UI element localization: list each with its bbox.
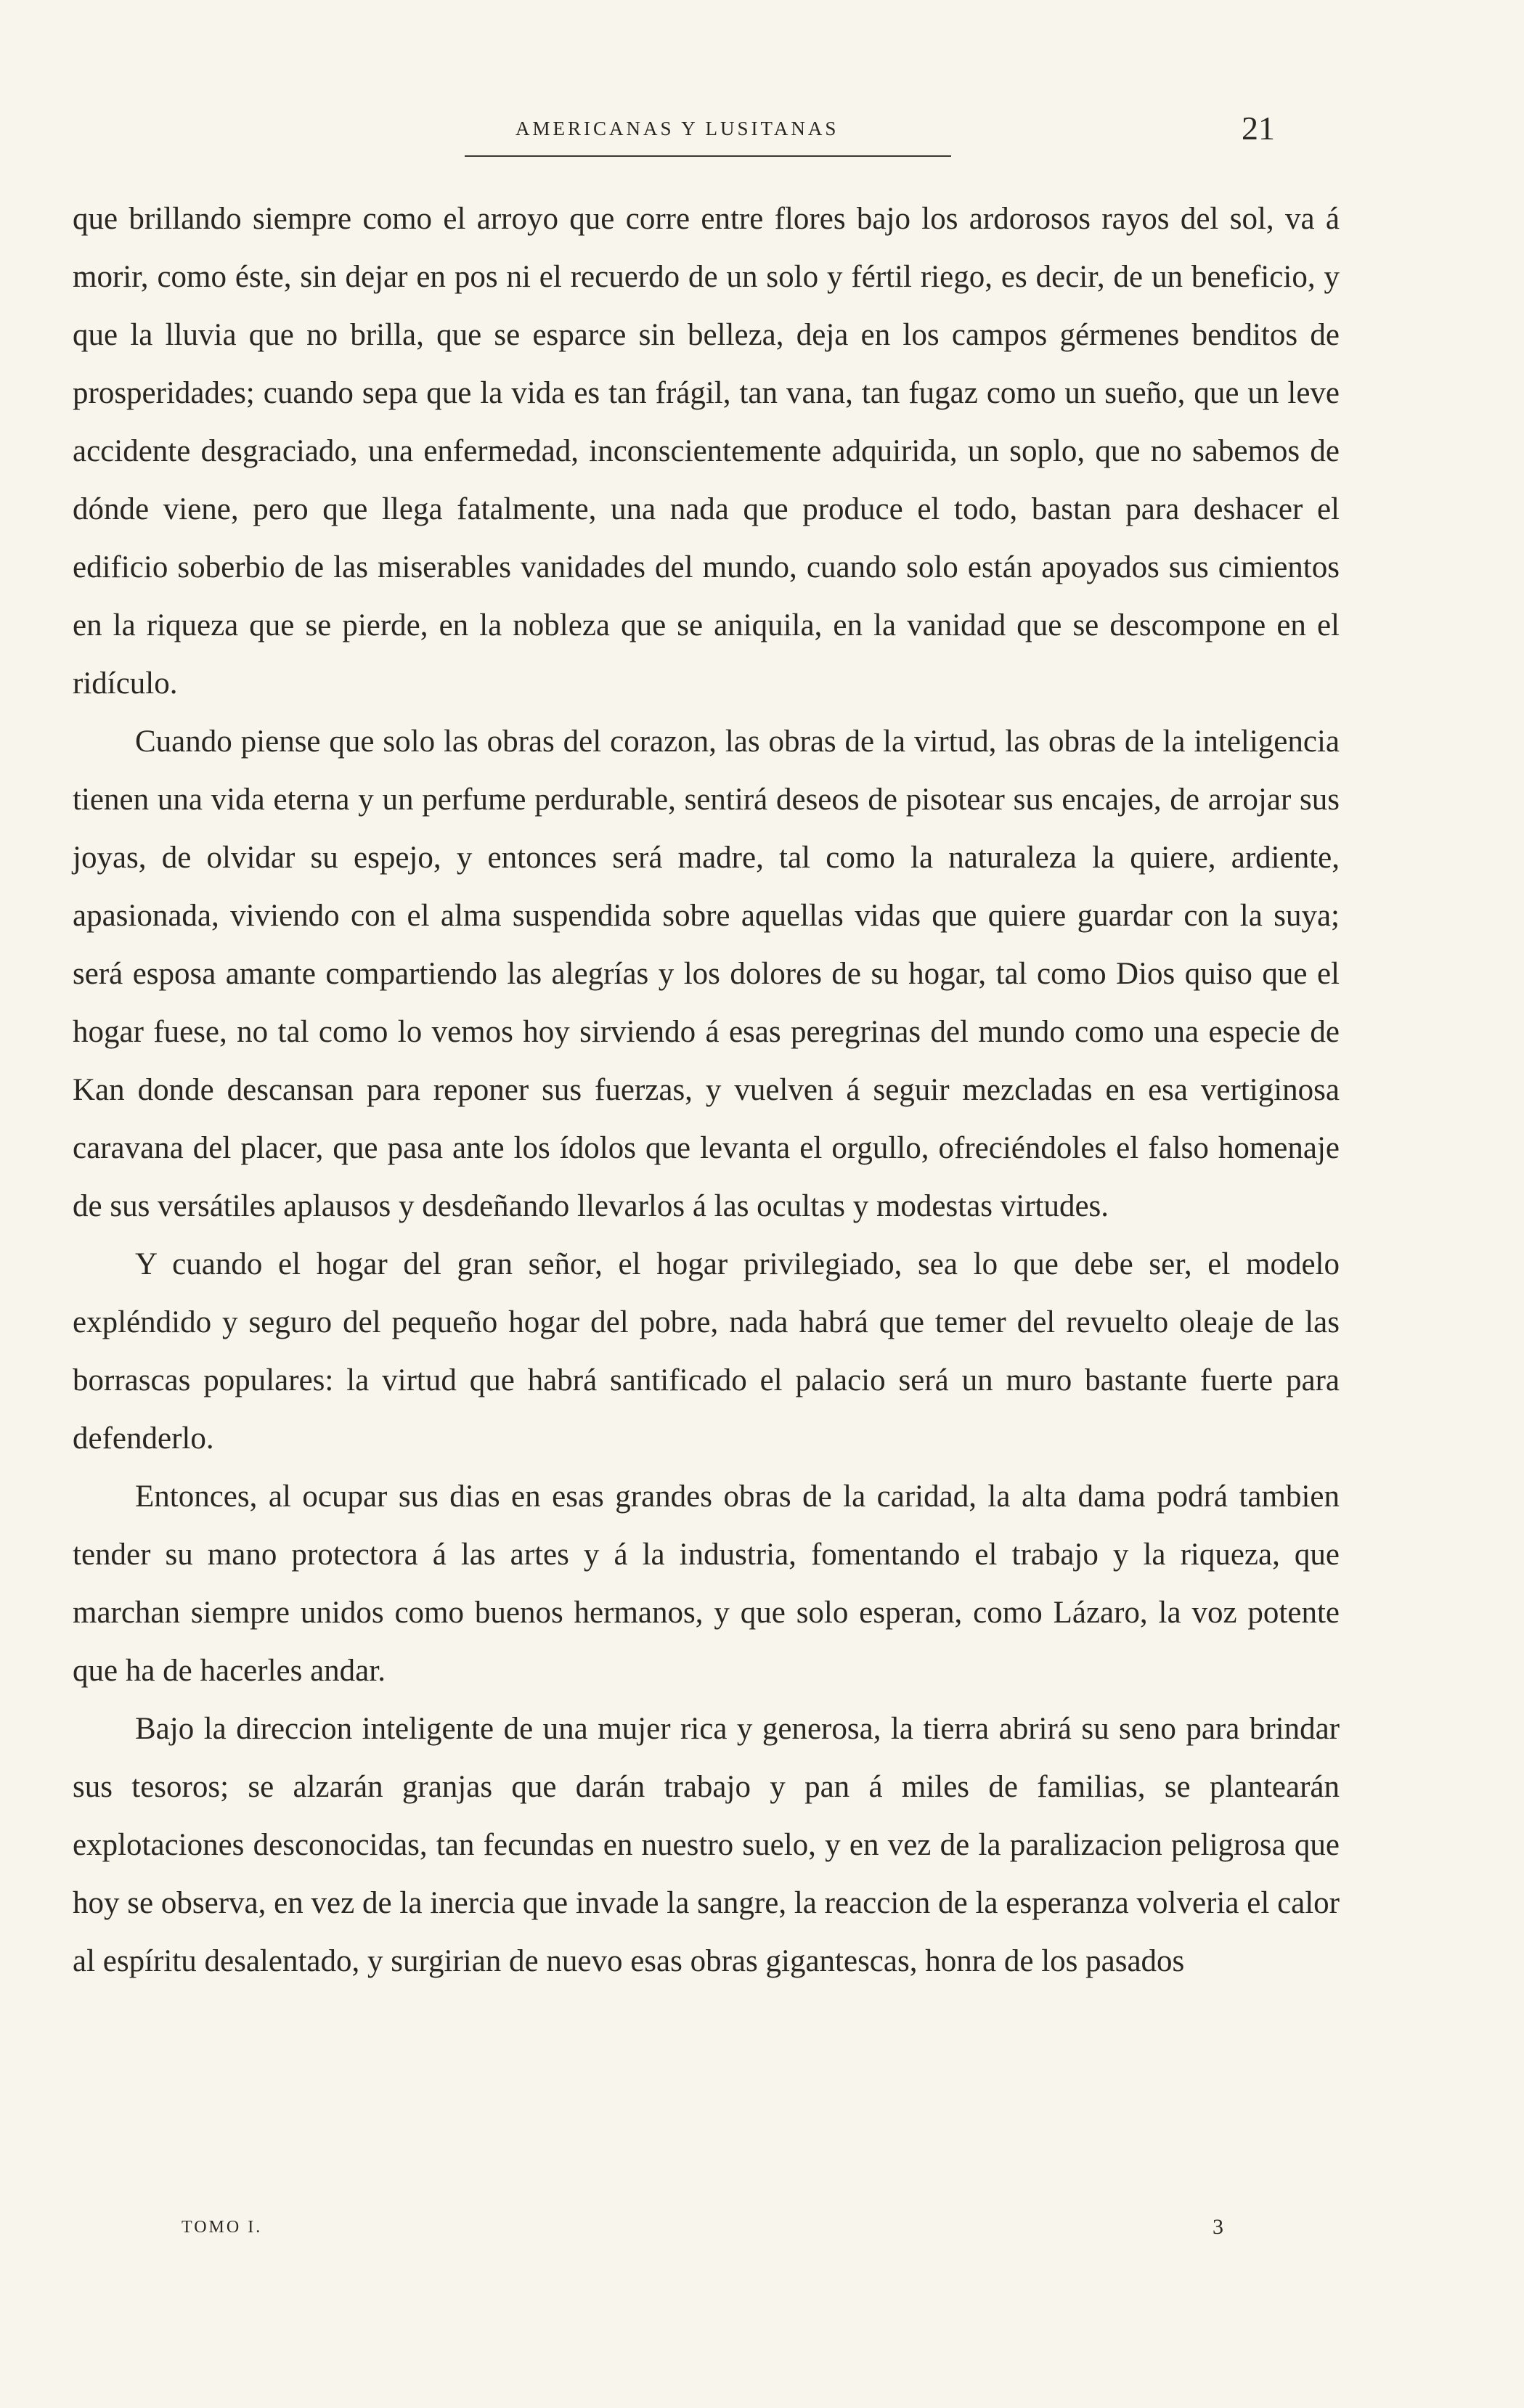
page-footer bbox=[0, 2215, 1524, 2247]
paragraph-continuation: que brillando siempre como el arroyo que corre entre flores bajo los ardorosos rayos del sol, va á morir, como éste, sin dejar en pos ni el recuerdo de un solo y fértil riego, es decir, de un beneficio, y que la lluvia que no brilla, que se esparce sin belleza, deja en los campos gérmenes benditos de prosperidades; cuando sepa que la vida es tan frágil, tan vana, tan fugaz como un sueño, que un leve accidente desgraciado, una enfermedad, inconscientemente adquirida, un soplo, que no sabemos de dónde viene, pero que llega fatalmente, una nada que produce el todo, bastan para deshacer el edificio soberbio de las miserables vanidades del mundo, cuando solo están apoyados sus cimientos en la riqueza que se pierde, en la nobleza que se aniquila, en la vanidad que se descompone en el ridículo. bbox=[73, 202, 1340, 701]
paragraph: Bajo la direccion inteligente de una mujer rica y generosa, la tierra abrirá su seno para brindar sus tesoros; se alzarán granjas que darán trabajo y pan á miles de familias, se plantearán explotaciones desconocidas, tan fecundas en nuestro suelo, y en vez de la paralizacion peligrosa que hoy se observa, en vez de la inercia que invade la sangre, la reaccion de la esperanza volveria el calor al espíritu desalentado, y surgirian de nuevo esas obras gigantescas, honra de los pasados bbox=[73, 1712, 1340, 1978]
body-text bbox=[73, 190, 1340, 1991]
volume-label: TOMO I. bbox=[182, 2218, 263, 2237]
paragraph: Y cuando el hogar del gran señor, el hogar privilegiado, sea lo que debe ser, el modelo expléndido y seguro del pequeño hogar del pobre, nada habrá que temer del revuelto oleaje de las borrascas populares: la virtud que habrá santificado el palacio será un muro bastante fuerte para defenderlo. bbox=[73, 1247, 1340, 1456]
running-title: AMERICANAS Y LUSITANAS bbox=[516, 118, 839, 139]
page-number: 21 bbox=[1242, 110, 1275, 147]
running-head bbox=[465, 109, 951, 157]
paragraph: Entonces, al ocupar sus dias en esas grandes obras de la caridad, la alta dama podrá tambien tender su mano protectora á las artes y á la industria, fomentando el trabajo y la riqueza, que marchan siempre unidos como buenos hermanos, y que solo esperan, como Lázaro, la voz potente que ha de hacerles andar. bbox=[73, 1480, 1340, 1688]
paragraph: Cuando piense que solo las obras del corazon, las obras de la virtud, las obras de la inteligencia tienen una vida eterna y un perfume perdurable, sentirá deseos de pisotear sus encajes, de arrojar sus joyas, de olvidar su espejo, y entonces será madre, tal como la naturaleza la quiere, ardiente, apasionada, viviendo con el alma suspendida sobre aquellas vidas que quiere guardar con la suya; será esposa amante compartiendo las alegrías y los dolores de su hogar, tal como Dios quiso que el hogar fuese, no tal como lo vemos hoy sirviendo á esas peregrinas del mundo como una especie de Kan donde descansan para reponer sus fuerzas, y vuelven á seguir mezcladas en esa vertiginosa caravana del placer, que pasa ante los ídolos que levanta el orgullo, ofreciéndoles el falso homenaje de sus versátiles aplausos y desdeñando llevarlos á las ocultas y modestas virtudes. bbox=[73, 725, 1340, 1223]
signature-mark: 3 bbox=[1213, 2215, 1223, 2239]
